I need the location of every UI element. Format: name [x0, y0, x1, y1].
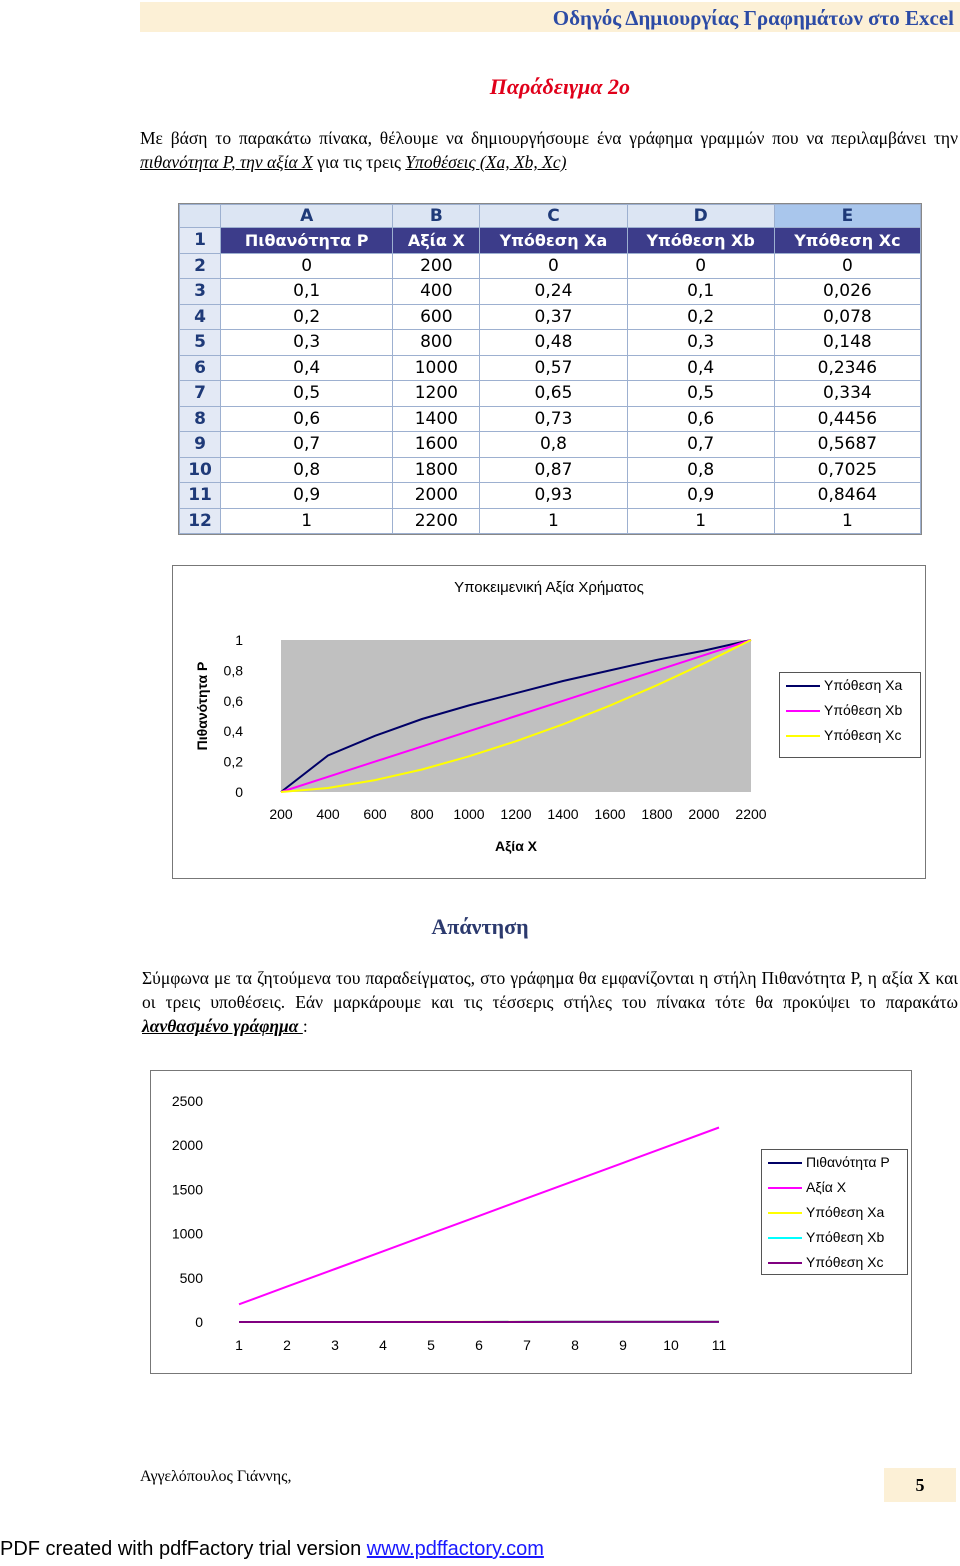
x-tick-label: 1200: [500, 806, 532, 822]
table-cell[interactable]: 0,4: [221, 355, 393, 381]
legend-label: Πιθανότητα P: [806, 1154, 890, 1170]
pdf-footer: [0, 1538, 544, 1561]
legend-swatch: [768, 1212, 802, 1214]
y-tick-label: 2000: [171, 1137, 203, 1154]
table-cell[interactable]: 0,2: [221, 304, 393, 330]
table-cell[interactable]: 0,1: [221, 279, 393, 305]
row-header[interactable]: 2: [180, 253, 221, 279]
table-cell[interactable]: 1: [221, 508, 393, 534]
y-tick-label: 1: [235, 632, 243, 648]
x-tick-label: 3: [331, 1337, 339, 1353]
answer-tail: :: [302, 1016, 308, 1036]
header-cell[interactable]: Υπόθεση Xc: [774, 228, 920, 254]
column-header[interactable]: A: [221, 205, 393, 228]
y-axis-title: Πιθανότητα P: [194, 661, 210, 751]
table-cell[interactable]: 200: [393, 253, 480, 279]
table-cell[interactable]: 0,5: [221, 381, 393, 407]
x-tick-label: 10: [663, 1337, 679, 1353]
answer-link-wrong-chart: λανθασμένο γράφημα: [142, 1016, 303, 1036]
table-cell[interactable]: 0,48: [480, 330, 627, 356]
table-cell[interactable]: 1200: [393, 381, 480, 407]
table-cell[interactable]: 2200: [393, 508, 480, 534]
legend-label: Υπόθεση Xb: [824, 702, 903, 718]
table-row: [180, 304, 921, 330]
legend-swatch: [768, 1162, 802, 1164]
table-cell[interactable]: 800: [393, 330, 480, 356]
intro-link-hypotheses: Υποθέσεις (Xa, Xb, Xc): [405, 152, 567, 172]
row-header[interactable]: 10: [180, 457, 221, 483]
y-tick-label: 0: [235, 784, 243, 800]
table-row: [180, 406, 921, 432]
table-cell[interactable]: 0: [627, 253, 774, 279]
intro-text-1: Με βάση το παρακάτω πίνακα, θέλουμε να δημιουργήσουμε ένα γράφημα γραμμών που να περιλαμβάνει την: [140, 128, 958, 148]
legend-swatch: [768, 1262, 802, 1264]
answer-paragraph: [142, 966, 958, 1038]
y-tick-label: 1500: [171, 1181, 203, 1198]
y-tick-label: 0,2: [223, 753, 243, 770]
chart-wrong: [150, 1070, 912, 1374]
column-header[interactable]: E: [774, 205, 920, 228]
header-title: Οδηγός Δημιουργίας Γραφημάτων στο Excel: [552, 6, 954, 30]
x-tick-label: 2000: [688, 806, 720, 822]
chart2-legend: [761, 1149, 908, 1275]
table-cell[interactable]: 1400: [393, 406, 480, 432]
x-tick-label: 2200: [735, 806, 767, 822]
table-cell[interactable]: 0,9: [221, 483, 393, 509]
spreadsheet: [178, 203, 922, 535]
legend-swatch: [768, 1237, 802, 1239]
x-tick-label: 1000: [453, 806, 485, 822]
intro-text-2: για τις τρεις: [312, 152, 406, 172]
row-header[interactable]: 6: [180, 355, 221, 381]
x-tick-label: 200: [269, 806, 293, 822]
pdf-footer-text: PDF created with pdfFactory trial version: [0, 1538, 367, 1560]
table-cell[interactable]: 0,2: [627, 304, 774, 330]
column-header[interactable]: B: [393, 205, 480, 228]
x-tick-label: 11: [711, 1337, 727, 1353]
legend-swatch: [786, 710, 820, 712]
intro-link-probability: πιθανότητα P: [140, 152, 232, 172]
table-cell[interactable]: 0,93: [480, 483, 627, 509]
table-cell[interactable]: 0,37: [480, 304, 627, 330]
table-cell[interactable]: 0,57: [480, 355, 627, 381]
table-row: [180, 279, 921, 305]
table-row: [180, 381, 921, 407]
table-cell[interactable]: 1600: [393, 432, 480, 458]
column-header[interactable]: C: [480, 205, 627, 228]
x-tick-label: 6: [475, 1337, 483, 1353]
row-header[interactable]: 1: [180, 228, 221, 254]
table-cell[interactable]: 1800: [393, 457, 480, 483]
sheet-corner[interactable]: [180, 205, 221, 228]
row-header[interactable]: 11: [180, 483, 221, 509]
table-cell[interactable]: 0,9: [627, 483, 774, 509]
legend-label: Αξία X: [806, 1179, 847, 1195]
column-header[interactable]: D: [627, 205, 774, 228]
table-cell[interactable]: 600: [393, 304, 480, 330]
table-cell[interactable]: 0,5: [627, 381, 774, 407]
row-header[interactable]: 12: [180, 508, 221, 534]
legend-label: Υπόθεση Xa: [824, 677, 903, 693]
footer-author: Αγγελόπουλος Γιάννης,: [140, 1468, 292, 1485]
y-tick-label: 0,6: [223, 692, 243, 709]
y-tick-label: 0,8: [223, 662, 243, 679]
table-row: [180, 330, 921, 356]
table-cell[interactable]: 1: [480, 508, 627, 534]
table-cell[interactable]: 0,24: [480, 279, 627, 305]
header-cell[interactable]: Πιθανότητα P: [221, 228, 393, 254]
table-cell[interactable]: 0,4456: [774, 406, 920, 432]
table-cell[interactable]: 0: [221, 253, 393, 279]
table-row: [180, 508, 921, 534]
y-tick-label: 0: [195, 1314, 203, 1330]
table-cell[interactable]: 0,65: [480, 381, 627, 407]
y-tick-label: 1000: [171, 1225, 203, 1242]
answer-text: Σύμφωνα με τα ζητούμενα του παραδείγματος, στο γράφημα θα εμφανίζονται η στήλη Πιθανότητα P, η αξία X και οι τρεις υποθέσεις. Εάν μαρκάρουμε και τις τέσσερις στήλες του πίνακα τότε θα προκύψει το παρακάτω: [142, 968, 958, 1012]
x-tick-label: 1600: [594, 806, 626, 822]
y-tick-label: 2500: [171, 1093, 203, 1109]
page-number: 5: [884, 1468, 956, 1502]
row-header[interactable]: 8: [180, 406, 221, 432]
table-cell[interactable]: 0,1: [627, 279, 774, 305]
x-tick-label: 1800: [641, 806, 673, 822]
table-cell[interactable]: 0,148: [774, 330, 920, 356]
x-tick-label: 600: [363, 806, 387, 822]
header-bar: [140, 2, 960, 32]
table-row: [180, 432, 921, 458]
table-cell[interactable]: 0,4: [627, 355, 774, 381]
x-tick-label: 800: [410, 806, 434, 822]
table-cell[interactable]: 1000: [393, 355, 480, 381]
table-row: [180, 457, 921, 483]
legend-label: Υπόθεση Xb: [806, 1229, 885, 1245]
table-cell[interactable]: 0,7: [221, 432, 393, 458]
x-tick-label: 5: [427, 1337, 435, 1353]
table-cell[interactable]: 1: [774, 508, 920, 534]
x-tick-label: 1400: [547, 806, 579, 822]
row-header[interactable]: 3: [180, 279, 221, 305]
table-cell[interactable]: 0,026: [774, 279, 920, 305]
chart-title: Υποκειμενική Αξία Χρήματος: [454, 579, 644, 596]
legend-label: Υπόθεση Xc: [824, 727, 902, 743]
table-cell[interactable]: 0,8: [627, 457, 774, 483]
spreadsheet-table: [179, 204, 921, 534]
x-tick-label: 8: [571, 1337, 579, 1353]
table-cell[interactable]: 0: [480, 253, 627, 279]
row-header[interactable]: 5: [180, 330, 221, 356]
table-cell[interactable]: 0,3: [221, 330, 393, 356]
row-header[interactable]: 9: [180, 432, 221, 458]
x-tick-label: 7: [523, 1337, 531, 1353]
table-cell[interactable]: 0,334: [774, 381, 920, 407]
table-cell[interactable]: 400: [393, 279, 480, 305]
legend-swatch: [786, 685, 820, 687]
table-cell[interactable]: 0,7: [627, 432, 774, 458]
table-cell[interactable]: 0,87: [480, 457, 627, 483]
table-cell[interactable]: 0,6: [221, 406, 393, 432]
x-axis-title: Αξία X: [494, 838, 538, 854]
intro-separator: ,: [231, 152, 240, 172]
table-cell[interactable]: 0: [774, 253, 920, 279]
intro-paragraph: [140, 126, 958, 174]
table-cell[interactable]: 0,078: [774, 304, 920, 330]
row-header[interactable]: 4: [180, 304, 221, 330]
table-cell[interactable]: 2000: [393, 483, 480, 509]
x-tick-label: 2: [283, 1337, 291, 1353]
chart-subjective-value: [172, 565, 926, 879]
x-tick-label: 9: [619, 1337, 627, 1353]
x-tick-label: 400: [316, 806, 340, 822]
table-cell[interactable]: 1: [627, 508, 774, 534]
table-cell[interactable]: 0,73: [480, 406, 627, 432]
table-cell[interactable]: 0,8464: [774, 483, 920, 509]
table-cell[interactable]: 0,2346: [774, 355, 920, 381]
table-row: [180, 228, 921, 254]
chart1-legend: [779, 672, 921, 758]
table-cell[interactable]: 0,6: [627, 406, 774, 432]
table-row: [180, 355, 921, 381]
header-cell[interactable]: Υπόθεση Xa: [480, 228, 627, 254]
series-line: [239, 1128, 719, 1305]
row-header[interactable]: 7: [180, 381, 221, 407]
header-cell[interactable]: Αξία X: [393, 228, 480, 254]
table-cell[interactable]: 0,5687: [774, 432, 920, 458]
answer-title: Απάντηση: [431, 914, 529, 939]
table-row: [180, 483, 921, 509]
y-tick-label: 0,4: [223, 723, 243, 740]
x-tick-label: 4: [379, 1337, 387, 1353]
table-cell[interactable]: 0,8: [480, 432, 627, 458]
y-tick-label: 500: [179, 1269, 203, 1286]
table-cell[interactable]: 0,7025: [774, 457, 920, 483]
table-cell[interactable]: 0,8: [221, 457, 393, 483]
legend-label: Υπόθεση Xc: [806, 1254, 884, 1270]
table-row: [180, 253, 921, 279]
example-title: Παράδειγμα 2ο: [489, 74, 630, 99]
legend-swatch: [768, 1187, 802, 1189]
pdf-footer-link[interactable]: www.pdffactory.com: [366, 1538, 544, 1560]
table-cell[interactable]: 0,3: [627, 330, 774, 356]
intro-link-value: την αξία Χ: [239, 152, 313, 172]
x-tick-label: 1: [235, 1337, 243, 1353]
legend-swatch: [786, 735, 820, 737]
legend-label: Υπόθεση Xa: [806, 1204, 885, 1220]
header-cell[interactable]: Υπόθεση Xb: [627, 228, 774, 254]
